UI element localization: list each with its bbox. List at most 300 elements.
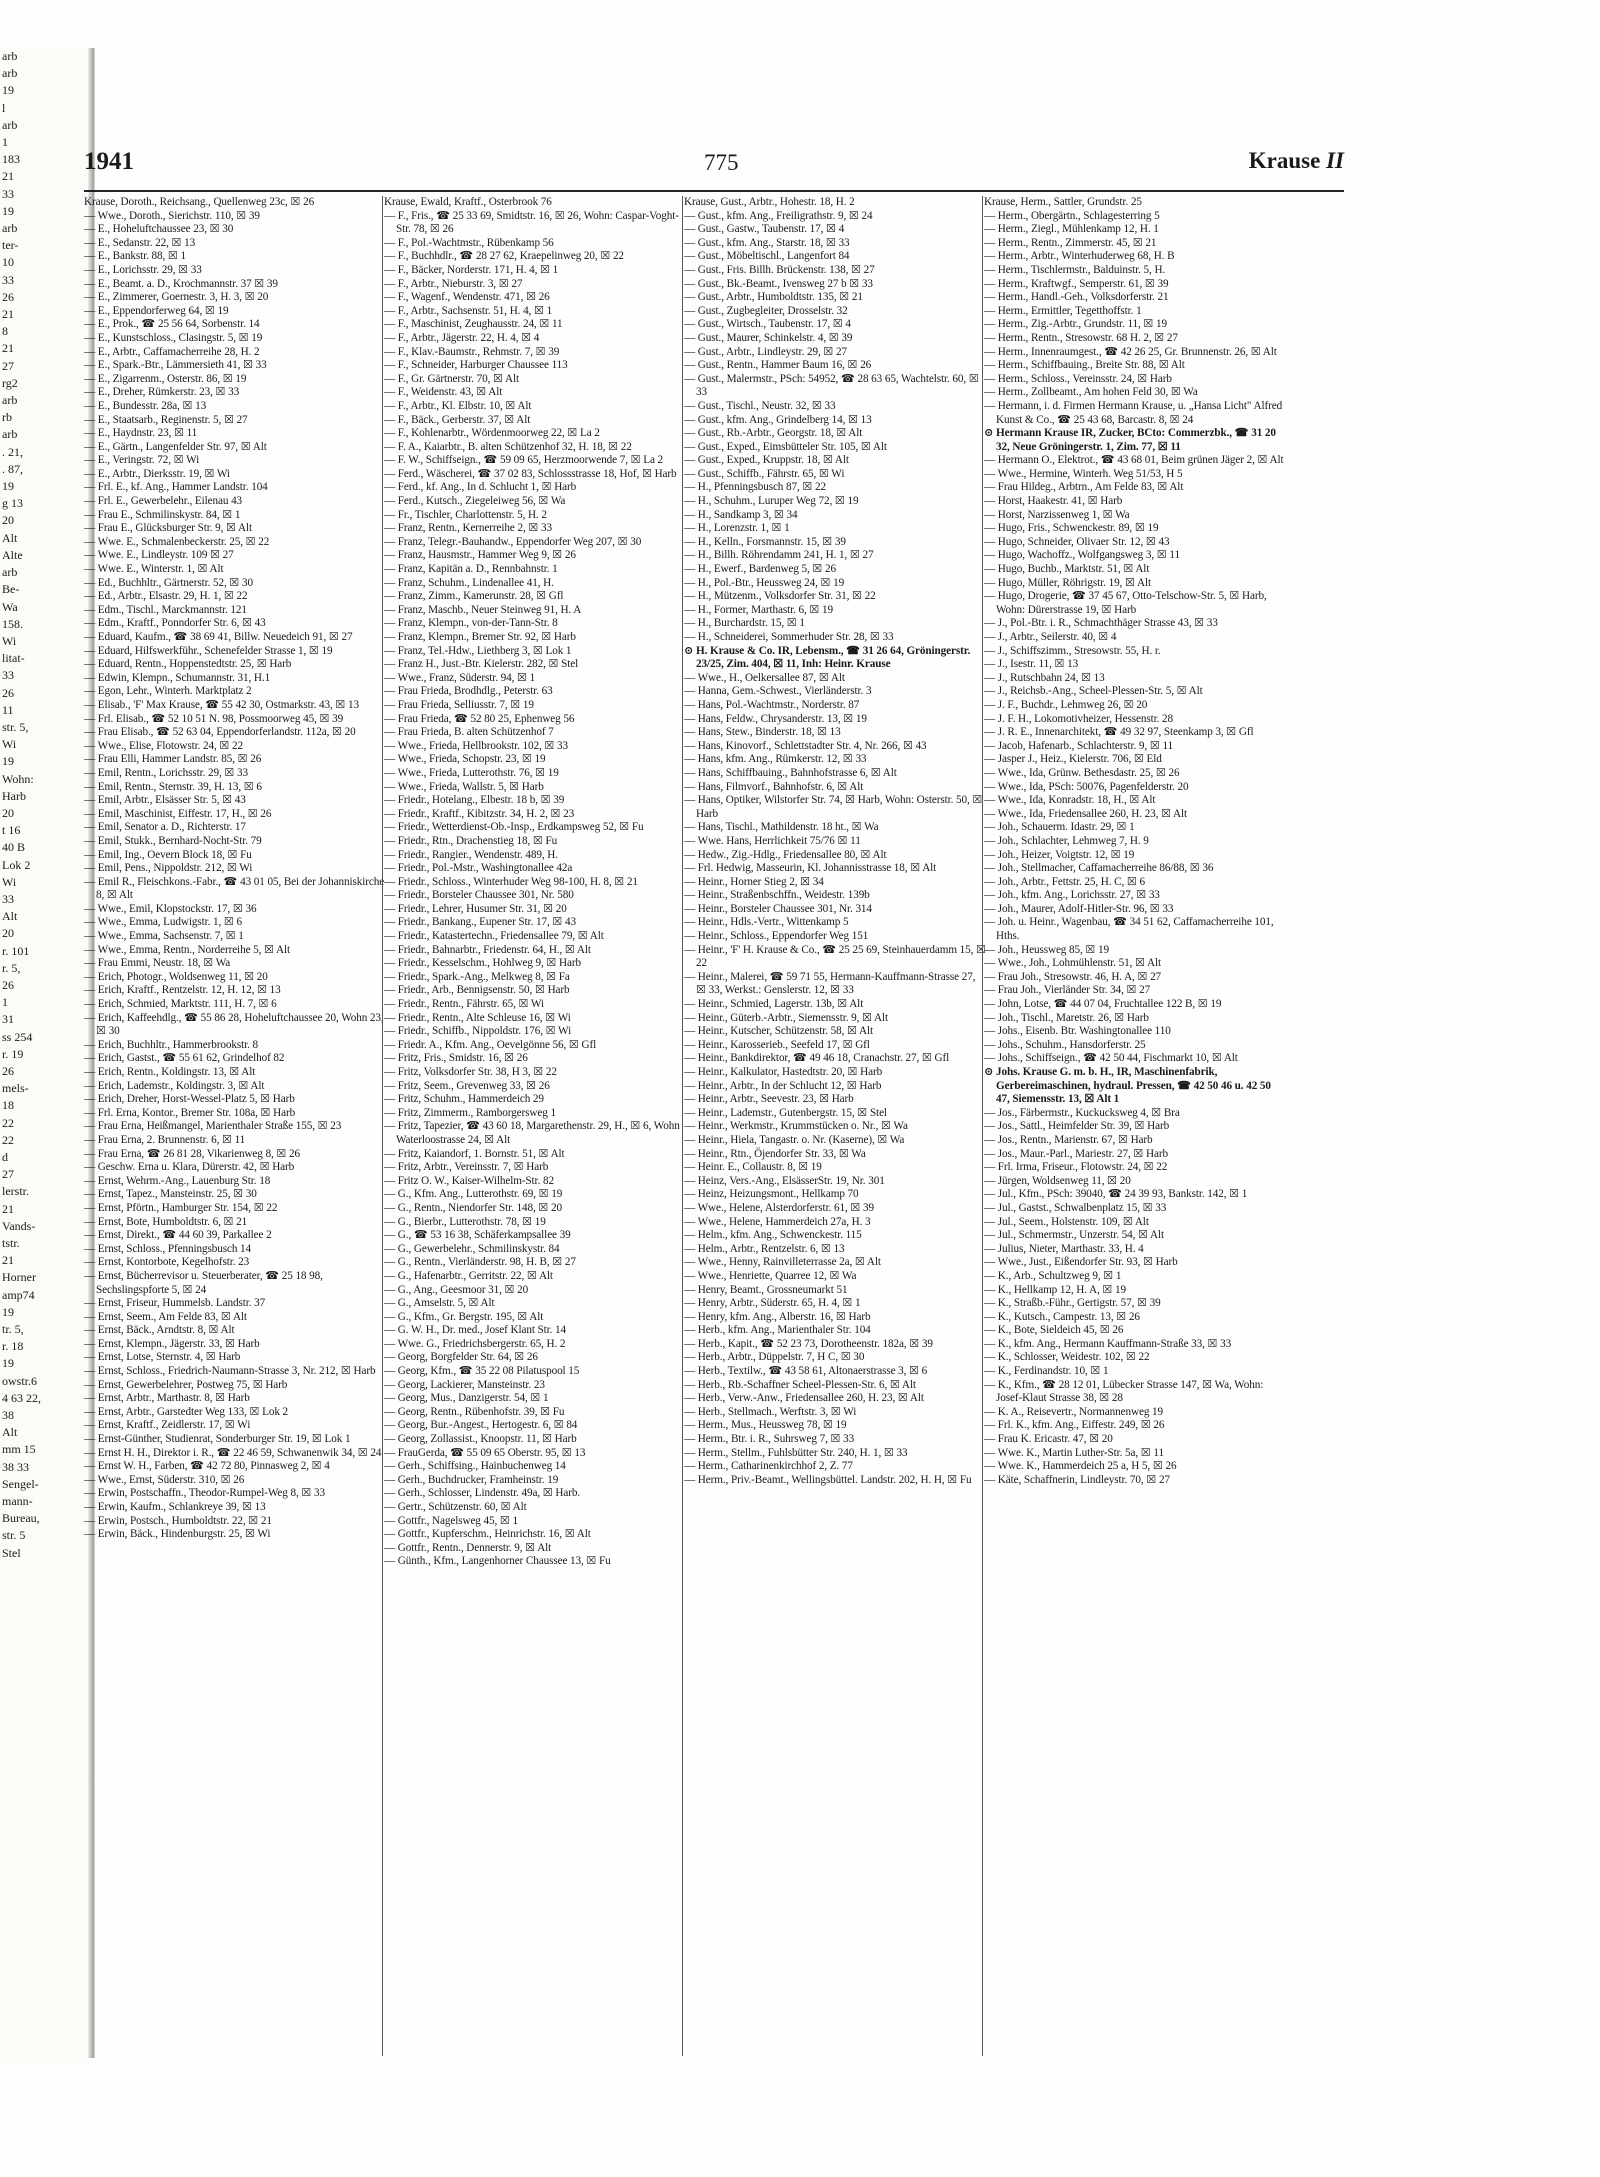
directory-entry: — Wwe., Doroth., Sierichstr. 110, ☒ 39 xyxy=(84,209,260,222)
directory-entry: — Ferd., Wäscherei, ☎ 37 02 83, Schlossstrasse 18, Hof, ☒ Harb xyxy=(384,467,677,480)
directory-entry: — Ernst, Schloss., Friedrich-Naumann-Strasse 3, Nr. 212, ☒ Harb xyxy=(84,1365,376,1378)
directory-entry: — Jos., Färbermstr., Kuckucksweg 4, ☒ Bra xyxy=(984,1106,1180,1119)
margin-fragment: Sengel- xyxy=(2,1476,39,1491)
directory-entry: — Frau E., Glücksburger Str. 9, ☒ Alt xyxy=(84,522,253,535)
directory-entry: — K., Arb., Schultzweg 9, ☒ 1 xyxy=(984,1269,1122,1282)
directory-entry: — Eduard, Kaufm., ☎ 38 69 41, Billw. Neuedeich 91, ☒ 27 xyxy=(84,631,353,643)
margin-fragment: 19 xyxy=(2,83,14,98)
directory-entry: — Herm., Stellm., Fuhlsbütter Str. 240, H. 1, ☒ 33 xyxy=(684,1446,908,1459)
directory-entry: — Friedr. A., Kfm. Ang., Oevelgönne 56, ☒ Gfl xyxy=(384,1038,597,1051)
directory-entry: — Gertr., Schützenstr. 60, ☒ Alt xyxy=(384,1501,527,1513)
directory-entry: — Ernst, Bäck., Arndtstr. 8, ☒ Alt xyxy=(84,1324,235,1337)
directory-entry: — FrauGerda, ☎ 55 09 65 Oberstr. 95, ☒ 13 xyxy=(384,1446,586,1459)
directory-entry: — Franz, Hausmstr., Hammer Weg 9, ☒ 26 xyxy=(384,549,576,562)
directory-entry: — Henry, Beamt., Grossneumarkt 51 xyxy=(684,1283,848,1296)
margin-fragment: 33 xyxy=(2,186,14,201)
directory-entry: — Wwe., Elise, Flotowstr. 24, ☒ 22 xyxy=(84,739,244,752)
directory-entry: — F. A., Kaiarbtr., B. alten Schützenhof 32, H. 18, ☒ 22 xyxy=(384,440,632,453)
directory-entry: — Ernst, Kraftf., Zeidlerstr. 17, ☒ Wi xyxy=(84,1419,251,1432)
directory-entry: — Gust., Rentn., Hammer Baum 16, ☒ 26 xyxy=(684,359,872,372)
directory-entry: — Jul., Schmermstr., Unzerstr. 54, ☒ Alt xyxy=(984,1229,1165,1242)
directory-entry: — Friedr., Lehrer, Husumer Str. 31, ☒ 20 xyxy=(384,902,567,915)
directory-entry: — Joh., Tischl., Maretstr. 26, ☒ Harb xyxy=(984,1011,1149,1024)
directory-entry: — K., Kfm., ☎ 28 12 01, Lübecker Strasse 147, ☒ Wa, Wohn: Josef-Klaut Strasse 38, ☒ 28 xyxy=(984,1378,1264,1405)
directory-entry: — Gust., kfm. Ang., Starstr. 18, ☒ 33 xyxy=(684,236,850,249)
directory-entry: — J., Pol.-Btr. i. R., Schmachthäger Strasse 43, ☒ 33 xyxy=(984,617,1218,630)
column-divider xyxy=(982,196,983,2056)
directory-entry: — J., Isestr. 11, ☒ 13 xyxy=(984,658,1079,671)
margin-fragment: 27 xyxy=(2,1167,14,1182)
directory-entry: — Gust., Arbtr., Humboldtstr. 135, ☒ 21 xyxy=(684,291,863,304)
margin-fragment: Alte xyxy=(2,547,23,562)
directory-entry: — Ernst, Wehrm.-Ang., Lauenburg Str. 18 xyxy=(84,1174,271,1187)
directory-entry: — Hans, Tischl., Mathildenstr. 18 ht., ☒ Wa xyxy=(684,821,879,834)
directory-entry: — Hanna, Gem.-Schwest., Vierländerstr. 3 xyxy=(684,685,872,698)
directory-entry: — Wwe., Emma, Rentn., Norderreihe 5, ☒ Alt xyxy=(84,943,291,956)
directory-entry: — J., Rutschbahn 24, ☒ 13 xyxy=(984,671,1105,684)
directory-entry: — Herm., Tischlermstr., Balduinstr. 5, H. xyxy=(984,263,1166,276)
directory-entry: — Gerh., Schiffsing., Hainbuchenweg 14 xyxy=(384,1460,566,1473)
directory-entry: — Friedr., Kesselschm., Hohlweg 9, ☒ Harb xyxy=(384,957,582,970)
directory-entry: — Heinr., Malerei, ☎ 59 71 55, Hermann-Kauffmann-Strasse 27, ☒ 33, Werkst.: Genslerstr. 12, ☒ 33 xyxy=(684,970,976,997)
margin-fragment: 38 33 xyxy=(2,1459,29,1474)
directory-entry: — Heinr., Güterb.-Arbtr., Siemensstr. 9, ☒ Alt xyxy=(684,1011,888,1024)
directory-entry: — Herm., Kraftwgf., Semperstr. 61, ☒ 39 xyxy=(984,277,1169,290)
margin-fragment: r. 101 xyxy=(2,943,30,958)
directory-entry: — Erich, Kaffeehdlg., ☎ 55 86 28, Hoheluftchaussee 20, Wohn 23, ☒ 30 xyxy=(84,1011,384,1038)
directory-entry: — E., Sedanstr. 22, ☒ 13 xyxy=(84,236,196,249)
directory-entry: — Jürgen, Woldsenweg 11, ☒ 20 xyxy=(984,1174,1131,1187)
directory-entry: — Erich, Schmied, Marktstr. 111, H. 7, ☒ 6 xyxy=(84,998,277,1011)
directory-entry: — Hans, Pol.-Wachtmstr., Norderstr. 87 xyxy=(684,698,860,711)
directory-entry: — Gust., Möbeltischl., Langenfort 84 xyxy=(684,250,850,263)
margin-fragment: Horner xyxy=(2,1270,36,1285)
directory-entry: — Frau Frieda, Brodhdlg., Peterstr. 63 xyxy=(384,685,553,698)
directory-entry: — K. A., Reisevertr., Normannenweg 19 xyxy=(984,1405,1163,1418)
directory-entry: — Friedr., Wetterdienst-Ob.-Insp., Erdkampsweg 52, ☒ Fu xyxy=(384,821,644,834)
directory-entry: Krause, Ewald, Kraftf., Osterbrook 76 xyxy=(384,196,552,208)
directory-entry: — J., Schiffszimm., Stresowstr. 55, H. r. xyxy=(984,644,1161,657)
directory-entry: — Gust., Rb.-Arbtr., Georgstr. 18, ☒ Alt xyxy=(684,427,863,440)
directory-entry: — Günth., Kfm., Langenhorner Chaussee 13, ☒ Fu xyxy=(384,1555,611,1568)
directory-entry: — Ferd., Kutsch., Ziegeleiweg 56, ☒ Wa xyxy=(384,495,566,508)
directory-entry: — Wwe., Ida, Friedensallee 260, H. 23, ☒ Alt xyxy=(984,807,1188,820)
directory-entry: — Gottfr., Kupferschm., Heinrichstr. 16, ☒ Alt xyxy=(384,1528,591,1541)
directory-entry: — Frau K. Ericastr. 47, ☒ 20 xyxy=(984,1433,1113,1446)
directory-entry: — Franz H., Just.-Btr. Kielerstr. 282, ☒ Stel xyxy=(384,658,579,671)
directory-entry: — Gust., Bk.-Beamt., Ivensweg 27 b ☒ 33 xyxy=(684,277,873,290)
margin-fragment: 26 xyxy=(2,289,14,304)
directory-entry: — Frl. Irma, Friseur., Flotowstr. 24, ☒ 22 xyxy=(984,1161,1168,1174)
directory-entry: — Frl. Hedwig, Masseurin, Kl. Johannisstrasse 18, ☒ Alt xyxy=(684,862,937,875)
directory-entry: — Herm., Innenraumgest., ☎ 42 26 25, Gr. Brunnenstr. 26, ☒ Alt xyxy=(984,345,1277,358)
directory-entry: — Wwe. E., Lindleystr. 109 ☒ 27 xyxy=(84,549,234,562)
directory-entry: — Hans, kfm. Ang., Rümkerstr. 12, ☒ 33 xyxy=(684,753,867,766)
directory-entry: — Fr., Tischler, Charlottenstr. 5, H. 2 xyxy=(384,508,547,521)
directory-entry: — Henry, kfm. Ang., Alberstr. 16, ☒ Harb xyxy=(684,1310,871,1323)
directory-entry: — Frau Frieda, ☎ 52 80 25, Ephenweg 56 xyxy=(384,712,575,725)
directory-entry: — Joh., Stellmacher, Caffamacherreihe 86/88, ☒ 36 xyxy=(984,862,1214,875)
directory-entry: — Herm., Ermittler, Tegetthoffstr. 1 xyxy=(984,304,1142,317)
directory-entry: — Fritz, Zimmerm., Ramborgersweg 1 xyxy=(384,1106,556,1119)
margin-fragment: Alt xyxy=(2,909,18,924)
directory-entry: — Friedr., Schloss., Winterhuder Weg 98-100, H. 8, ☒ 21 xyxy=(384,875,638,888)
directory-entry: — Ernst, Gewerbelehrer, Postweg 75, ☒ Harb xyxy=(84,1378,288,1391)
directory-entry: — K., Kutsch., Campestr. 13, ☒ 26 xyxy=(984,1310,1140,1323)
directory-entry: — John, Lotse, ☎ 44 07 04, Fruchtallee 122 B, ☒ 19 xyxy=(984,998,1222,1011)
directory-entry: — Hugo, Buchb., Marktstr. 51, ☒ Alt xyxy=(984,563,1150,576)
margin-fragment: 31 xyxy=(2,1012,14,1027)
directory-entry: — Georg, Rentn., Rübenhofstr. 39, ☒ Fu xyxy=(384,1405,565,1418)
directory-entry: — Ernst, Bücherrevisor u. Steuerberater, ☎ 25 18 98, Sechslingspforte 5, ☒ 24 xyxy=(84,1269,323,1296)
directory-entry: — H., Mützenm., Volksdorfer Str. 31, ☒ 22 xyxy=(684,590,876,603)
margin-fragment: d xyxy=(2,1150,8,1164)
directory-entry: — Herm., Schloss., Vereinsstr. 24, ☒ Harb xyxy=(984,372,1172,385)
directory-entry: — F., Klav.-Baumstr., Rehmstr. 7, ☒ 39 xyxy=(384,345,560,358)
directory-entry: — E., Lorichsstr. 29, ☒ 33 xyxy=(84,263,202,276)
directory-entry: — Wwe., Emma, Sachsenstr. 7, ☒ 1 xyxy=(84,930,244,943)
directory-entry: — Geschw. Erna u. Klara, Dürerstr. 42, ☒ Harb xyxy=(84,1161,295,1174)
directory-entry: — Henry, Arbtr., Süderstr. 65, H. 4, ☒ 1 xyxy=(684,1297,861,1310)
directory-entry: — Wwe. K., Martin Luther-Str. 5a, ☒ 11 xyxy=(984,1446,1165,1459)
directory-entry: — Johs., Eisenb. Btr. Washingtonallee 110 xyxy=(984,1025,1171,1038)
directory-entry: — Wwe., Henriette, Quarree 12, ☒ Wa xyxy=(684,1269,857,1282)
directory-entry: — Friedr., Katastertechn., Friedensallee 79, ☒ Alt xyxy=(384,930,604,943)
directory-entry: — E., Dreher, Rümkerstr. 23, ☒ 33 xyxy=(84,386,240,399)
directory-entry: Krause, Herm., Sattler, Grundstr. 25 xyxy=(984,196,1142,208)
margin-fragment: Lok 2 xyxy=(2,857,31,872)
directory-entry: — Frau Joh., Stresowstr. 46, H. A, ☒ 27 xyxy=(984,970,1162,983)
directory-entry: — Frau Erna, 2. Brunnenstr. 6, ☒ 11 xyxy=(84,1133,246,1146)
directory-entry: — J. F., Buchdr., Lehmweg 26, ☒ 20 xyxy=(984,698,1148,711)
directory-entry: — J. R. E., Innenarchitekt, ☎ 49 32 97, Steenkamp 3, ☒ Gfl xyxy=(984,726,1254,739)
directory-entry: — G. W. H., Dr. med., Josef Klant Str. 14 xyxy=(384,1324,567,1337)
margin-fragment: 33 xyxy=(2,891,14,906)
directory-entry: — Emil, Maschinist, Eiffestr. 17, H., ☒ 26 xyxy=(84,807,272,820)
directory-entry: — Frau Elisab., ☎ 52 63 04, Eppendorferlandstr. 112a, ☒ 20 xyxy=(84,726,356,739)
margin-fragment: Alt xyxy=(2,1425,18,1440)
margin-fragment: 40 B xyxy=(2,840,26,855)
directory-entry: — Herm., Ziegl., Mühlenkamp 12, H. 1 xyxy=(984,223,1159,236)
directory-entry: — Gust., kfm. Ang., Freiligrathstr. 9, ☒ 24 xyxy=(684,209,873,222)
directory-entry: — Heinr., Werkmstr., Krummstücken o. Nr., ☒ Wa xyxy=(684,1120,908,1133)
directory-entry: — Frau Joh., Vierländer Str. 34, ☒ 27 xyxy=(984,984,1151,997)
directory-entry: — Jul., Seem., Holstenstr. 109, ☒ Alt xyxy=(984,1215,1149,1228)
directory-entry: — G., Rentn., Vierländerstr. 98, H. B, ☒ 27 xyxy=(384,1256,576,1269)
directory-entry: — Gust., Schiffb., Fährstr. 65, ☒ Wi xyxy=(684,467,845,480)
directory-column-3 xyxy=(684,196,986,2066)
directory-entry: — Heinr., Horner Stieg 2, ☒ 34 xyxy=(684,875,824,888)
directory-entry: — Frau Erna, Heißmangel, Marienthaler Straße 155, ☒ 23 xyxy=(84,1120,342,1133)
directory-entry: — H., Pfenningsbusch 87, ☒ 22 xyxy=(684,481,826,494)
directory-entry: — Edm., Kraftf., Ponndorfer Str. 6, ☒ 43 xyxy=(84,617,266,630)
directory-entry: — Emil, Arbtr., Elsässer Str. 5, ☒ 43 xyxy=(84,794,246,807)
directory-entry: — Herb., Kapit., ☎ 52 23 73, Dorotheenstr. 182a, ☒ 39 xyxy=(684,1337,933,1350)
directory-entry: — Helm., kfm. Ang., Schwenckestr. 115 xyxy=(684,1229,862,1242)
directory-entry: — Ernst, Direkt., ☎ 44 60 39, Parkallee 2 xyxy=(84,1229,272,1242)
directory-entry: — Hugo, Müller, Röhrigstr. 19, ☒ Alt xyxy=(984,576,1151,589)
margin-fragment: 19 xyxy=(2,203,14,218)
directory-entry: — Georg, Bur.-Angest., Hertogestr. 6, ☒ 84 xyxy=(384,1419,578,1432)
directory-entry: — Jos., Maur.-Parl., Mariestr. 27, ☒ Harb xyxy=(984,1147,1168,1160)
margin-fragment: arb xyxy=(2,565,18,580)
margin-fragment: t 16 xyxy=(2,823,21,838)
directory-entry: — Wwe. Hans, Herrlichkeit 75/76 ☒ 11 xyxy=(684,834,861,847)
directory-entry: — H., Sandkamp 3, ☒ 34 xyxy=(684,508,798,521)
directory-entry: — Erich, Lademstr., Koldingstr. 3, ☒ Alt xyxy=(84,1079,265,1092)
margin-fragment: 38 xyxy=(2,1408,14,1423)
margin-fragment: arb xyxy=(2,117,18,132)
directory-entry: — Ernst, Kontorbote, Kegelhofstr. 23 xyxy=(84,1256,250,1269)
directory-entry: — F., Maschinist, Zeughausstr. 24, ☒ 11 xyxy=(384,318,563,331)
directory-entry: — E., Gärtn., Langenfelder Str. 97, ☒ Alt xyxy=(84,440,267,453)
directory-entry: — Ernst, Bote, Humboldtstr. 6, ☒ 21 xyxy=(84,1215,248,1228)
directory-entry: — Emil, Senator a. D., Richterstr. 17 xyxy=(84,821,246,834)
directory-entry: — Friedr., Rtn., Drachenstieg 18, ☒ Fu xyxy=(384,834,558,847)
margin-fragment: arb xyxy=(2,49,18,63)
margin-fragment: 33 xyxy=(2,272,14,287)
directory-entry: — F., Pol.-Wachtmstr., Rübenkamp 56 xyxy=(384,236,554,249)
column-divider xyxy=(682,196,683,2056)
directory-entry: — Frl. K., kfm. Ang., Eiffestr. 249, ☒ 26 xyxy=(984,1419,1165,1432)
margin-fragment: g 13 xyxy=(2,496,23,511)
directory-entry: — F., Kohlenarbtr., Wördenmoorweg 22, ☒ La 2 xyxy=(384,427,600,440)
directory-entry: — Herm., Btr. i. R., Suhrsweg 7, ☒ 33 xyxy=(684,1433,855,1446)
directory-entry: — F., Weidenstr. 43, ☒ Alt xyxy=(384,386,503,399)
directory-entry: — Friedr., Rangier., Wendenstr. 489, H. xyxy=(384,848,558,861)
directory-entry: — Wwe., Ernst, Süderstr. 310, ☒ 26 xyxy=(84,1473,245,1486)
directory-entry: — E., Zigarrenm., Osterstr. 86, ☒ 19 xyxy=(84,372,247,385)
margin-fragment: ss 254 xyxy=(2,1029,33,1044)
directory-entry: — Ernst, Lotse, Sternstr. 4, ☒ Harb xyxy=(84,1351,241,1364)
header-section: II xyxy=(1326,148,1344,173)
directory-entry: Krause, Doroth., Reichsang., Quellenweg 23c, ☒ 26 xyxy=(84,196,315,208)
directory-entry: — Gust., Wirtsch., Taubenstr. 17, ☒ 4 xyxy=(684,318,851,331)
directory-entry: — H., Billh. Röhrendamm 241, H. 1, ☒ 27 xyxy=(684,549,874,562)
directory-entry: — Emil, Rentn., Lorichsstr. 29, ☒ 33 xyxy=(84,766,248,779)
directory-entry: — Ferd., kf. Ang., In d. Schlucht 1, ☒ Harb xyxy=(384,481,577,494)
directory-entry: — Friedr., Bahnarbtr., Friedenstr. 64, H., ☒ Alt xyxy=(384,943,591,956)
directory-entry: — Wwe. E., Schmalenbeckerstr. 25, ☒ 22 xyxy=(84,535,270,548)
directory-entry: — Ernst-Günther, Studienrat, Sonderburger Str. 19, ☒ Lok 1 xyxy=(84,1433,351,1446)
directory-entry: — Herm., Rentn., Zimmerstr. 45, ☒ 21 xyxy=(984,236,1157,249)
margin-fragment: str. 5 xyxy=(2,1528,26,1543)
directory-entry: — K., Ferdinandstr. 10, ☒ 1 xyxy=(984,1365,1109,1378)
directory-entry: — Erich, Photogr., Woldsenweg 11, ☒ 20 xyxy=(84,970,268,983)
directory-entry: — Joh., Heizer, Voigtstr. 12, ☒ 19 xyxy=(984,848,1135,861)
directory-entry: — Heinr., Straßenbschffn., Weidestr. 139b xyxy=(684,889,870,902)
margin-fragment: str. 5, xyxy=(2,719,29,734)
directory-entry: — Wwe., Frieda, Hellbrookstr. 102, ☒ 33 xyxy=(384,739,568,752)
previous-page-edge xyxy=(0,48,95,2058)
directory-entry: — H., Kelln., Forsmannstr. 15, ☒ 39 xyxy=(684,535,846,548)
directory-entry: — Johs., Schiffseign., ☎ 42 50 44, Fischmarkt 10, ☒ Alt xyxy=(984,1052,1238,1065)
directory-entry: — Heinr., Arbtr., In der Schlucht 12, ☒ Harb xyxy=(684,1079,882,1092)
directory-entry: — Wwe., Hermine, Winterh. Weg 51/53, H 5 xyxy=(984,467,1183,480)
directory-entry: — Ernst, Arbtr., Marthastr. 8, ☒ Harb xyxy=(84,1392,250,1405)
directory-entry: — Wwe., Joh., Lohmühlenstr. 51, ☒ Alt xyxy=(984,957,1162,970)
directory-entry: — Frau Frieda, Selliusstr. 7, ☒ 19 xyxy=(384,698,534,711)
directory-entry: — Friedr., Schiffb., Nippoldstr. 176, ☒ Wi xyxy=(384,1025,572,1038)
margin-fragment: owstr.6 xyxy=(2,1373,38,1388)
margin-fragment: tr. 5, xyxy=(2,1322,24,1337)
page-header xyxy=(84,148,1344,182)
margin-fragment: Wa xyxy=(2,599,18,614)
directory-entry: — Frl. Elisab., ☎ 52 10 51 N. 98, Possmoorweg 45, ☒ 39 xyxy=(84,712,344,725)
margin-fragment: Vands- xyxy=(2,1218,36,1233)
directory-entry: — H., Schneiderei, Sommerhuder Str. 28, ☒ 33 xyxy=(684,631,894,643)
directory-entry: — Heinr., Lademstr., Gutenbergstr. 15, ☒ Stel xyxy=(684,1106,887,1119)
directory-entry: — F., Arbtr., Kl. Elbstr. 10, ☒ Alt xyxy=(384,399,532,412)
margin-fragment: 26 xyxy=(2,685,14,700)
directory-entry: — Heinr., Hiela, Tangastr. o. Nr. (Kaserne), ☒ Wa xyxy=(684,1133,905,1146)
directory-entry: — Frau Elli, Hammer Landstr. 85, ☒ 26 xyxy=(84,753,262,766)
directory-entry: — K., Bote, Sieldeich 45, ☒ 26 xyxy=(984,1324,1124,1337)
directory-entry: — Joh., kfm. Ang., Lorichsstr. 27, ☒ 33 xyxy=(984,889,1160,902)
directory-entry: — Elisab., 'F' Max Krause, ☎ 55 42 30, Ostmarkstr. 43, ☒ 13 xyxy=(84,698,360,711)
directory-entry: — E., Arbtr., Dierksstr. 19, ☒ Wi xyxy=(84,467,230,480)
margin-fragment: 27 xyxy=(2,358,14,373)
header-rule xyxy=(84,190,1344,192)
directory-entry: — Hermann O., Elektrot., ☎ 43 68 01, Beim grünen Jäger 2, ☒ Alt xyxy=(984,454,1284,467)
directory-entry: — Herb., Arbtr., Düppelstr. 7, H C, ☒ 30 xyxy=(684,1351,865,1364)
margin-fragment: 21 xyxy=(2,169,14,184)
directory-entry: — Hans, Filmvorf., Bahnhofstr. 6, ☒ Alt xyxy=(684,780,864,793)
directory-entry: — Friedr., Rentn., Fährstr. 65, ☒ Wi xyxy=(384,998,544,1011)
directory-entry: — Herm., Zig.-Arbtr., Grundstr. 11, ☒ 19 xyxy=(984,318,1168,331)
directory-entry: — Erich, Dreher, Horst-Wessel-Platz 5, ☒ Harb xyxy=(84,1093,295,1106)
directory-entry: — Emil, Rentn., Sternstr. 39, H. 13, ☒ 6 xyxy=(84,780,262,793)
directory-entry: — E., Prok., ☎ 25 56 64, Sorbenstr. 14 xyxy=(84,318,260,331)
margin-fragment: 20 xyxy=(2,926,14,941)
margin-fragment: Bureau, xyxy=(2,1511,40,1526)
directory-entry: — Georg, Zollassist., Knoopstr. 11, ☒ Harb xyxy=(384,1433,577,1446)
directory-entry: — E., Veringstr. 72, ☒ Wi xyxy=(84,454,200,467)
directory-entry: — Gust., kfm. Ang., Grindelberg 14, ☒ 13 xyxy=(684,413,872,426)
margin-fragment: rb xyxy=(2,410,12,425)
directory-entry: — F., Arbtr., Nieburstr. 3, ☒ 27 xyxy=(384,277,523,290)
directory-entry: — Emil R., Fleischkons.-Fabr., ☎ 43 01 05, Bei der Johanniskirche 8, ☒ Alt xyxy=(84,875,385,902)
directory-entry: — E., Bankstr. 88, ☒ 1 xyxy=(84,250,186,263)
directory-entry: ⊙ H. Krause & Co. IR, Lebensm., ☎ 31 26 64, Gröningerstr. 23/25, Zim. 404, ☒ 11, Inh: Heinr. Krause xyxy=(684,644,971,671)
margin-fragment: Harb xyxy=(2,788,26,803)
margin-fragment: 22 xyxy=(2,1115,14,1130)
directory-entry: — E., Eppendorferweg 64, ☒ 19 xyxy=(84,304,229,317)
directory-entry: — F. W., Schiffseign., ☎ 59 09 65, Herzmoorwende 7, ☒ La 2 xyxy=(384,454,663,467)
directory-entry: — Eduard, Rentn., Hoppenstedtstr. 25, ☒ Harb xyxy=(84,658,292,671)
directory-entry: — Hans, Schiffbauing., Bahnhofstrasse 6, ☒ Alt xyxy=(684,766,897,779)
directory-entry: — Heinr., Hdls.-Vertr., Wittenkamp 5 xyxy=(684,916,849,929)
directory-entry: — Herm., Mus., Heussweg 78, ☒ 19 xyxy=(684,1419,847,1432)
directory-entry: — Herm., Catharinenkirchhof 2, Z. 77 xyxy=(684,1460,853,1473)
margin-fragment: 1 xyxy=(2,995,8,1010)
margin-fragment: rg2 xyxy=(2,375,18,390)
directory-entry: — Joh., Heussweg 85, ☒ 19 xyxy=(984,943,1109,956)
margin-fragment: 26 xyxy=(2,1063,14,1078)
directory-entry: — Joh., Maurer, Adolf-Hitler-Str. 96, ☒ 33 xyxy=(984,902,1174,915)
directory-entry: — Gottfr., Rentn., Dennerstr. 9, ☒ Alt xyxy=(384,1541,552,1554)
directory-entry: — Herm., Priv.-Beamt., Wellingsbüttel. Landstr. 202, H. H, ☒ Fu xyxy=(684,1473,972,1486)
directory-entry: — Franz, Zimm., Kamerunstr. 28, ☒ Gfl xyxy=(384,590,564,603)
directory-column-1 xyxy=(84,196,386,2066)
directory-entry: — Herm., Rentn., Stresowstr. 68 H. 2, ☒ 27 xyxy=(984,331,1178,344)
directory-entry: — E., Beamt. a. D., Krochmannstr. 37 ☒ 39 xyxy=(84,277,278,290)
margin-fragment: 26 xyxy=(2,977,14,992)
margin-fragment: r. 18 xyxy=(2,1339,24,1354)
directory-entry: — Gust., Exped., Eimsbütteler Str. 105, ☒ Alt xyxy=(684,440,887,453)
directory-entry: — Frau Erna, ☎ 26 81 28, Vikarienweg 8, ☒ 26 xyxy=(84,1147,300,1160)
directory-entry: — G., Bierbr., Lutterothstr. 78, ☒ 19 xyxy=(384,1215,546,1228)
margin-fragment: 18 xyxy=(2,1098,14,1113)
directory-entry: — E., Hoheluftchaussee 23, ☒ 30 xyxy=(84,223,234,236)
directory-entry: — H., Pol.-Btr., Heussweg 24, ☒ 19 xyxy=(684,576,845,589)
directory-entry: — Edwin, Klempn., Schumannstr. 31, H.1 xyxy=(84,671,271,684)
directory-entry: — Heinr., Bankdirektor, ☎ 49 46 18, Cranachstr. 27, ☒ Gfl xyxy=(684,1052,950,1065)
directory-entry: — F., Buchhdlr., ☎ 28 27 62, Kraepelinweg 20, ☒ 22 xyxy=(384,250,624,263)
directory-entry: — Herm., Zollbeamt., Am hohen Feld 30, ☒ Wa xyxy=(984,386,1198,399)
margin-fragment: 19 xyxy=(2,1304,14,1319)
directory-entry: — Heinr., 'F' H. Krause & Co., ☎ 25 25 69, Steinhauerdamm 15, ☒ 22 xyxy=(684,943,986,970)
directory-entry: — Gottfr., Nagelsweg 45, ☒ 1 xyxy=(384,1514,519,1527)
directory-entry: — Joh., Schauerm. Idastr. 29, ☒ 1 xyxy=(984,821,1135,834)
directory-entry: — Wwe., Henny, Rainvilleterrasse 2a, ☒ Alt xyxy=(684,1256,881,1269)
directory-entry: — Herb., Stellmach., Werftstr. 3, ☒ Wi xyxy=(684,1405,857,1418)
directory-entry: — Fritz, Schuhm., Hammerdeich 29 xyxy=(384,1093,544,1106)
directory-entry: — Joh., Schlachter, Lehmweg 7, H. 9 xyxy=(984,834,1149,847)
directory-entry: — Erich, Kraftf., Rentzelstr. 12, H. 12, ☒ 13 xyxy=(84,984,281,997)
directory-entry: — Heinr., Borsteler Chaussee 301, Nr. 314 xyxy=(684,902,872,915)
directory-entry: — Heinr. E., Collaustr. 8, ☒ 19 xyxy=(684,1161,822,1174)
margin-fragment: 21 xyxy=(2,1201,14,1216)
margin-fragment: Wi xyxy=(2,633,17,648)
directory-entry: — Erwin, Bäck., Hindenburgstr. 25, ☒ Wi xyxy=(84,1528,271,1541)
directory-entry: — Wwe., Ida, Grünw. Bethesdastr. 25, ☒ 26 xyxy=(984,766,1180,779)
directory-entry: — Hugo, Schneider, Olivaer Str. 12, ☒ 43 xyxy=(984,535,1170,548)
directory-entry: Krause, Gust., Arbtr., Hohestr. 18, H. 2 xyxy=(684,196,855,208)
directory-entry: — Fritz, Fris., Smidstr. 16, ☒ 26 xyxy=(384,1052,528,1065)
directory-entry: — Herb., Rb.-Schaffner Scheel-Plessen-Str. 6, ☒ Alt xyxy=(684,1378,916,1391)
directory-entry: — Herb., kfm. Ang., Marienthaler Str. 104 xyxy=(684,1324,871,1337)
header-surname: Krause II xyxy=(1248,148,1344,173)
directory-entry: — H., Ewerf., Bardenweg 5, ☒ 26 xyxy=(684,563,837,576)
directory-entry: — Ernst, Tapez., Mansteinstr. 25, ☒ 30 xyxy=(84,1188,257,1201)
directory-entry: — Georg, Borgfelder Str. 64, ☒ 26 xyxy=(384,1351,538,1364)
directory-entry: — Franz, Klempn., Bremer Str. 92, ☒ Harb xyxy=(384,631,576,643)
directory-entry: ⊙ Johs. Krause G. m. b. H., IR, Maschinenfabrik, Gerbereimaschinen, hydraul. Pressen, ☎ 42 50 46 u. 42 50 47, Siemensstr. 13, ☒ Alt 1 xyxy=(984,1066,1271,1106)
directory-entry: — Frl. Erna, Kontor., Bremer Str. 108a, ☒ Harb xyxy=(84,1106,296,1119)
directory-entry: — K., Schlosser, Weidestr. 102, ☒ 22 xyxy=(984,1351,1150,1364)
directory-entry: — Heinr., Karosserieb., Seefeld 17, ☒ Gfl xyxy=(684,1038,870,1051)
directory-entry: — Emil, Pens., Nippoldstr. 212, ☒ Wi xyxy=(84,862,253,875)
directory-entry: — Wwe., Just., Eißendorfer Str. 93, ☒ Harb xyxy=(984,1256,1178,1269)
directory-entry: — G., Rentn., Niendorfer Str. 148, ☒ 20 xyxy=(384,1201,562,1214)
directory-entry: — H., Former, Marthastr. 6, ☒ 19 xyxy=(684,603,834,616)
directory-entry: — G., Kfm. Ang., Lutterothstr. 69, ☒ 19 xyxy=(384,1188,563,1201)
directory-entry: — Hugo, Fris., Schwenckestr. 89, ☒ 19 xyxy=(984,522,1159,535)
directory-entry: — Hans, Kinovorf., Schlettstadter Str. 4, Nr. 266, ☒ 43 xyxy=(684,739,927,752)
directory-entry: — Fritz, Kaiandorf, 1. Bornstr. 51, ☒ Alt xyxy=(384,1147,565,1160)
directory-entry: — F., Gr. Gärtnerstr. 70, ☒ Alt xyxy=(384,372,519,385)
directory-entry: — Wwe., Emma, Ludwigstr. 1, ☒ 6 xyxy=(84,916,243,929)
directory-entry: — G., Gewerbelehr., Schmilinskystr. 84 xyxy=(384,1242,560,1255)
directory-entry: — Joh., Arbtr., Fettstr. 25, H. C, ☒ 6 xyxy=(984,875,1146,888)
directory-entry: — Erich, Buchhltr., Hammerbrookstr. 8 xyxy=(84,1038,259,1051)
directory-entry: — Ernst H. H., Direktor i. R., ☎ 22 46 59, Schwanenwik 34, ☒ 24 xyxy=(84,1446,382,1459)
margin-fragment: . 87, xyxy=(2,461,23,476)
directory-entry: — Wwe., Frieda, Schopstr. 23, ☒ 19 xyxy=(384,753,546,766)
directory-entry: — Ernst, Klempn., Jägerstr. 33, ☒ Harb xyxy=(84,1337,260,1350)
directory-entry: — Wwe. E., Winterstr. 1, ☒ Alt xyxy=(84,563,224,576)
